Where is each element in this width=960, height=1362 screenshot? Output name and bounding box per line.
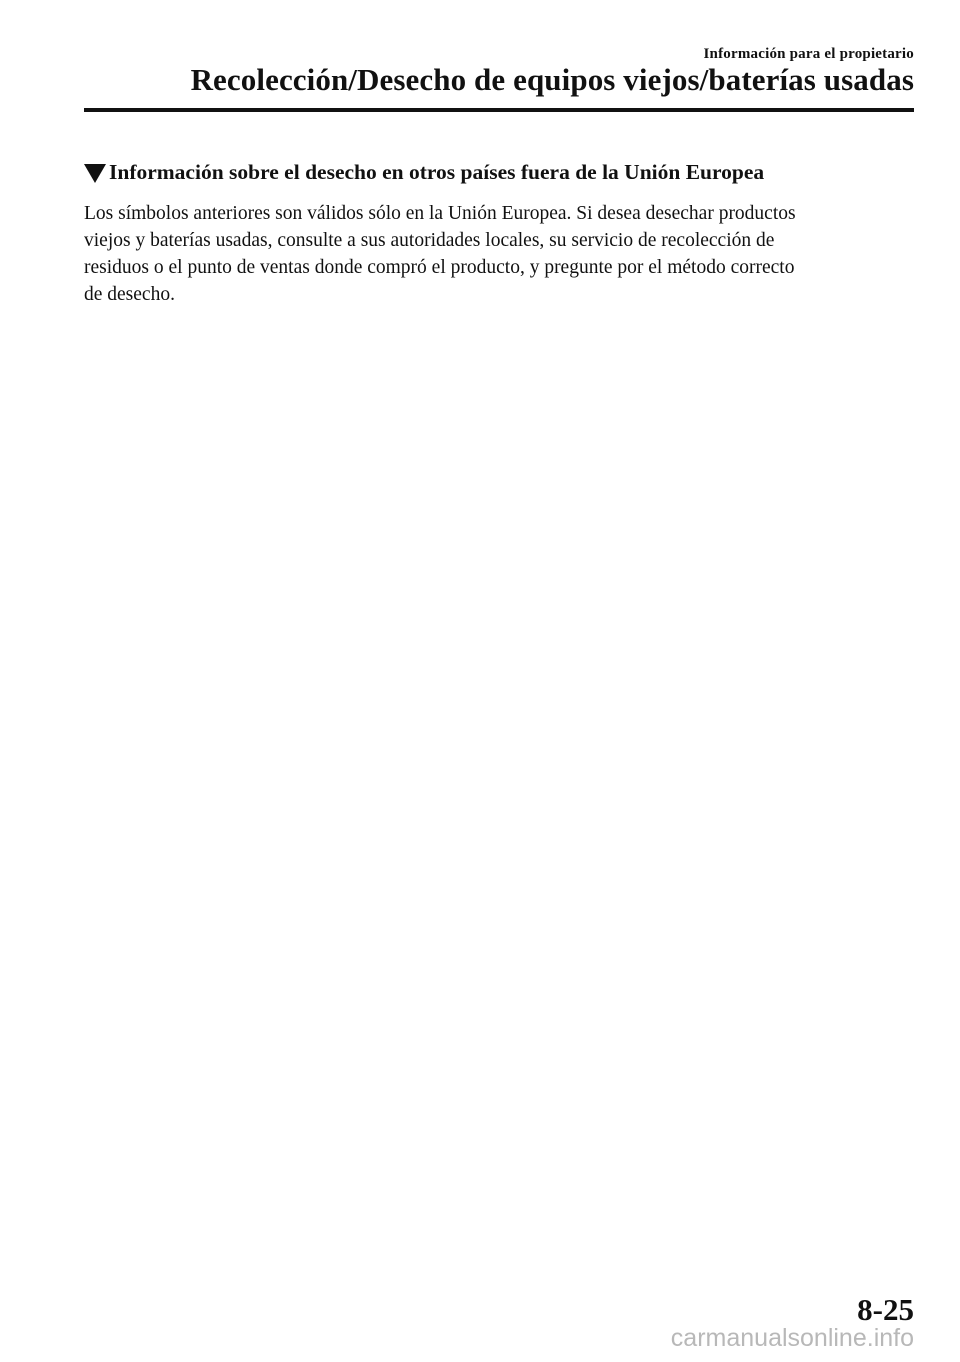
paragraph-line: Los símbolos anteriores son válidos sólo en la Unión Europea. Si desea desechar productos: [84, 203, 796, 224]
paragraph-line: de desecho.: [84, 284, 175, 305]
title-rule: [84, 108, 914, 112]
section-label: Información para el propietario: [703, 46, 914, 62]
watermark: carmanualsonline.info: [670, 1324, 914, 1352]
page-number: 8-25: [857, 1292, 914, 1327]
paragraph-line: viejos y baterías usadas, consulte a sus autoridades locales, su servicio de recolección de: [84, 230, 775, 251]
body-paragraph: [84, 200, 914, 308]
down-triangle-icon: [84, 164, 106, 183]
sub-heading: [84, 160, 764, 185]
sub-heading-text: Información sobre el desecho en otros países fuera de la Unión Europea: [109, 160, 765, 184]
paragraph-line: residuos o el punto de ventas donde compró el producto, y pregunte por el método correcto: [84, 257, 795, 278]
page-title: Recolección/Desecho de equipos viejos/baterías usadas: [190, 62, 914, 97]
